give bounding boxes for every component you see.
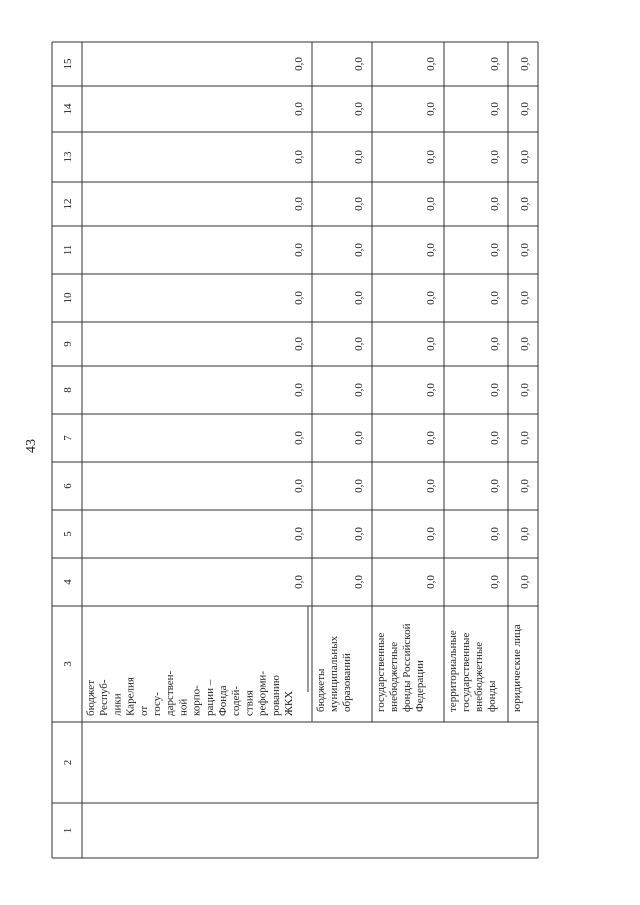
value-cell: 0,0 — [353, 575, 365, 589]
column-number-headers — [62, 58, 74, 833]
value-cell: 0,0 — [425, 197, 437, 211]
value-cell: 0,0 — [353, 431, 365, 445]
value-cell: 0,0 — [489, 102, 501, 116]
row-label-line: Федерации — [414, 660, 426, 712]
value-cell: 0,0 — [519, 479, 531, 493]
value-cell: 0,0 — [425, 431, 437, 445]
value-cell: 0,0 — [489, 479, 501, 493]
row-label-line: муниципальных — [328, 635, 340, 712]
value-cell: 0,0 — [293, 383, 305, 397]
row-label-line: дарствен- — [164, 670, 177, 716]
row-label-line: рации – — [203, 679, 216, 716]
value-cell: 0,0 — [489, 243, 501, 257]
value-cell: 0,0 — [425, 337, 437, 351]
column-number-9: 9 — [62, 341, 74, 347]
value-cell: 0,0 — [353, 337, 365, 351]
column-number-8: 8 — [62, 387, 74, 393]
value-cell: 0,0 — [353, 383, 365, 397]
value-cell: 0,0 — [489, 150, 501, 164]
row-label-line: бюджеты — [315, 668, 327, 712]
value-cell: 0,0 — [489, 197, 501, 211]
value-cell: 0,0 — [519, 575, 531, 589]
value-cell: 0,0 — [293, 291, 305, 305]
row-label-line: государственные — [375, 632, 387, 712]
column-number-11: 11 — [62, 244, 74, 256]
value-cell: 0,0 — [293, 102, 305, 116]
row-label-line: от — [137, 705, 150, 716]
value-cell: 0,0 — [293, 431, 305, 445]
value-cell: 0,0 — [489, 431, 501, 445]
value-cell: 0,0 — [425, 383, 437, 397]
row-label-line: госу- — [151, 692, 163, 716]
value-cell: 0,0 — [293, 479, 305, 493]
value-cell: 0,0 — [519, 102, 531, 116]
column-number-1: 1 — [62, 827, 74, 834]
row-label-line: Карелия — [124, 677, 137, 716]
row-label-line: внебюджетные — [473, 641, 485, 712]
column-number-4: 4 — [62, 579, 74, 585]
row-label-line: ЖКХ — [283, 690, 295, 716]
value-cell: 0,0 — [293, 150, 305, 164]
value-cell: 0,0 — [293, 57, 305, 71]
value-cell: 0,0 — [353, 197, 365, 211]
value-cell: 0,0 — [489, 527, 501, 541]
value-cell: 0,0 — [519, 431, 531, 445]
value-cell: 0,0 — [425, 243, 437, 257]
row-labels — [85, 623, 523, 716]
page-number: 43 — [24, 439, 39, 453]
value-cell: 0,0 — [425, 575, 437, 589]
value-cell: 0,0 — [353, 479, 365, 493]
value-cell: 0,0 — [353, 243, 365, 257]
row-label-line: ной — [177, 698, 190, 716]
value-cell: 0,0 — [425, 150, 437, 164]
column-number-12: 12 — [62, 198, 74, 210]
row-label-line: фонды — [486, 680, 498, 712]
column-number-14: 14 — [62, 103, 74, 115]
column-number-2: 2 — [62, 759, 74, 766]
row-label-line: содей- — [230, 685, 243, 716]
value-cell: 0,0 — [425, 102, 437, 116]
value-cell: 0,0 — [489, 383, 501, 397]
value-cell: 0,0 — [425, 291, 437, 305]
value-cell: 0,0 — [293, 575, 305, 589]
value-cell: 0,0 — [353, 102, 365, 116]
row-label-line: корпо- — [190, 685, 203, 716]
column-number-7: 7 — [62, 435, 74, 441]
value-cells — [293, 57, 531, 589]
row-label-line: фонды Российской — [401, 623, 413, 712]
value-cell: 0,0 — [353, 291, 365, 305]
value-cell: 0,0 — [293, 243, 305, 257]
column-number-5: 5 — [62, 531, 74, 537]
value-cell: 0,0 — [425, 527, 437, 541]
value-cell: 0,0 — [489, 57, 501, 71]
row-label-line: рованию — [269, 675, 282, 716]
row-label-line: территориальные — [447, 630, 459, 712]
value-cell: 0,0 — [519, 291, 531, 305]
column-number-3: 3 — [62, 661, 74, 667]
row-label-line: ствия — [243, 690, 256, 716]
value-cell: 0,0 — [293, 527, 305, 541]
row-label-line: Фонда — [217, 685, 229, 716]
column-number-13: 13 — [62, 151, 74, 163]
row-label-line: реформи- — [256, 671, 269, 716]
column-number-10: 10 — [62, 292, 74, 304]
row-label-line: юридические лица — [511, 624, 523, 712]
row-label-line: внебюджетные — [388, 641, 400, 712]
row-label-line: лики — [111, 693, 124, 716]
value-cell: 0,0 — [293, 197, 305, 211]
value-cell: 0,0 — [519, 243, 531, 257]
column-number-6: 6 — [62, 483, 74, 489]
value-cell: 0,0 — [425, 479, 437, 493]
value-cell: 0,0 — [519, 57, 531, 71]
value-cell: 0,0 — [489, 291, 501, 305]
row-label-line: образований — [341, 653, 353, 712]
value-cell: 0,0 — [353, 150, 365, 164]
value-cell: 0,0 — [293, 337, 305, 351]
value-cell: 0,0 — [519, 527, 531, 541]
value-cell: 0,0 — [519, 197, 531, 211]
row-label-line: Респуб- — [98, 679, 111, 716]
column-number-15: 15 — [62, 58, 74, 70]
value-cell: 0,0 — [519, 150, 531, 164]
value-cell: 0,0 — [353, 57, 365, 71]
value-cell: 0,0 — [519, 337, 531, 351]
value-cell: 0,0 — [353, 527, 365, 541]
value-cell: 0,0 — [519, 383, 531, 397]
row-label-line: бюджет — [85, 680, 97, 716]
value-cell: 0,0 — [425, 57, 437, 71]
value-cell: 0,0 — [489, 575, 501, 589]
row-label-line: государственные — [460, 632, 472, 712]
value-cell: 0,0 — [489, 337, 501, 351]
